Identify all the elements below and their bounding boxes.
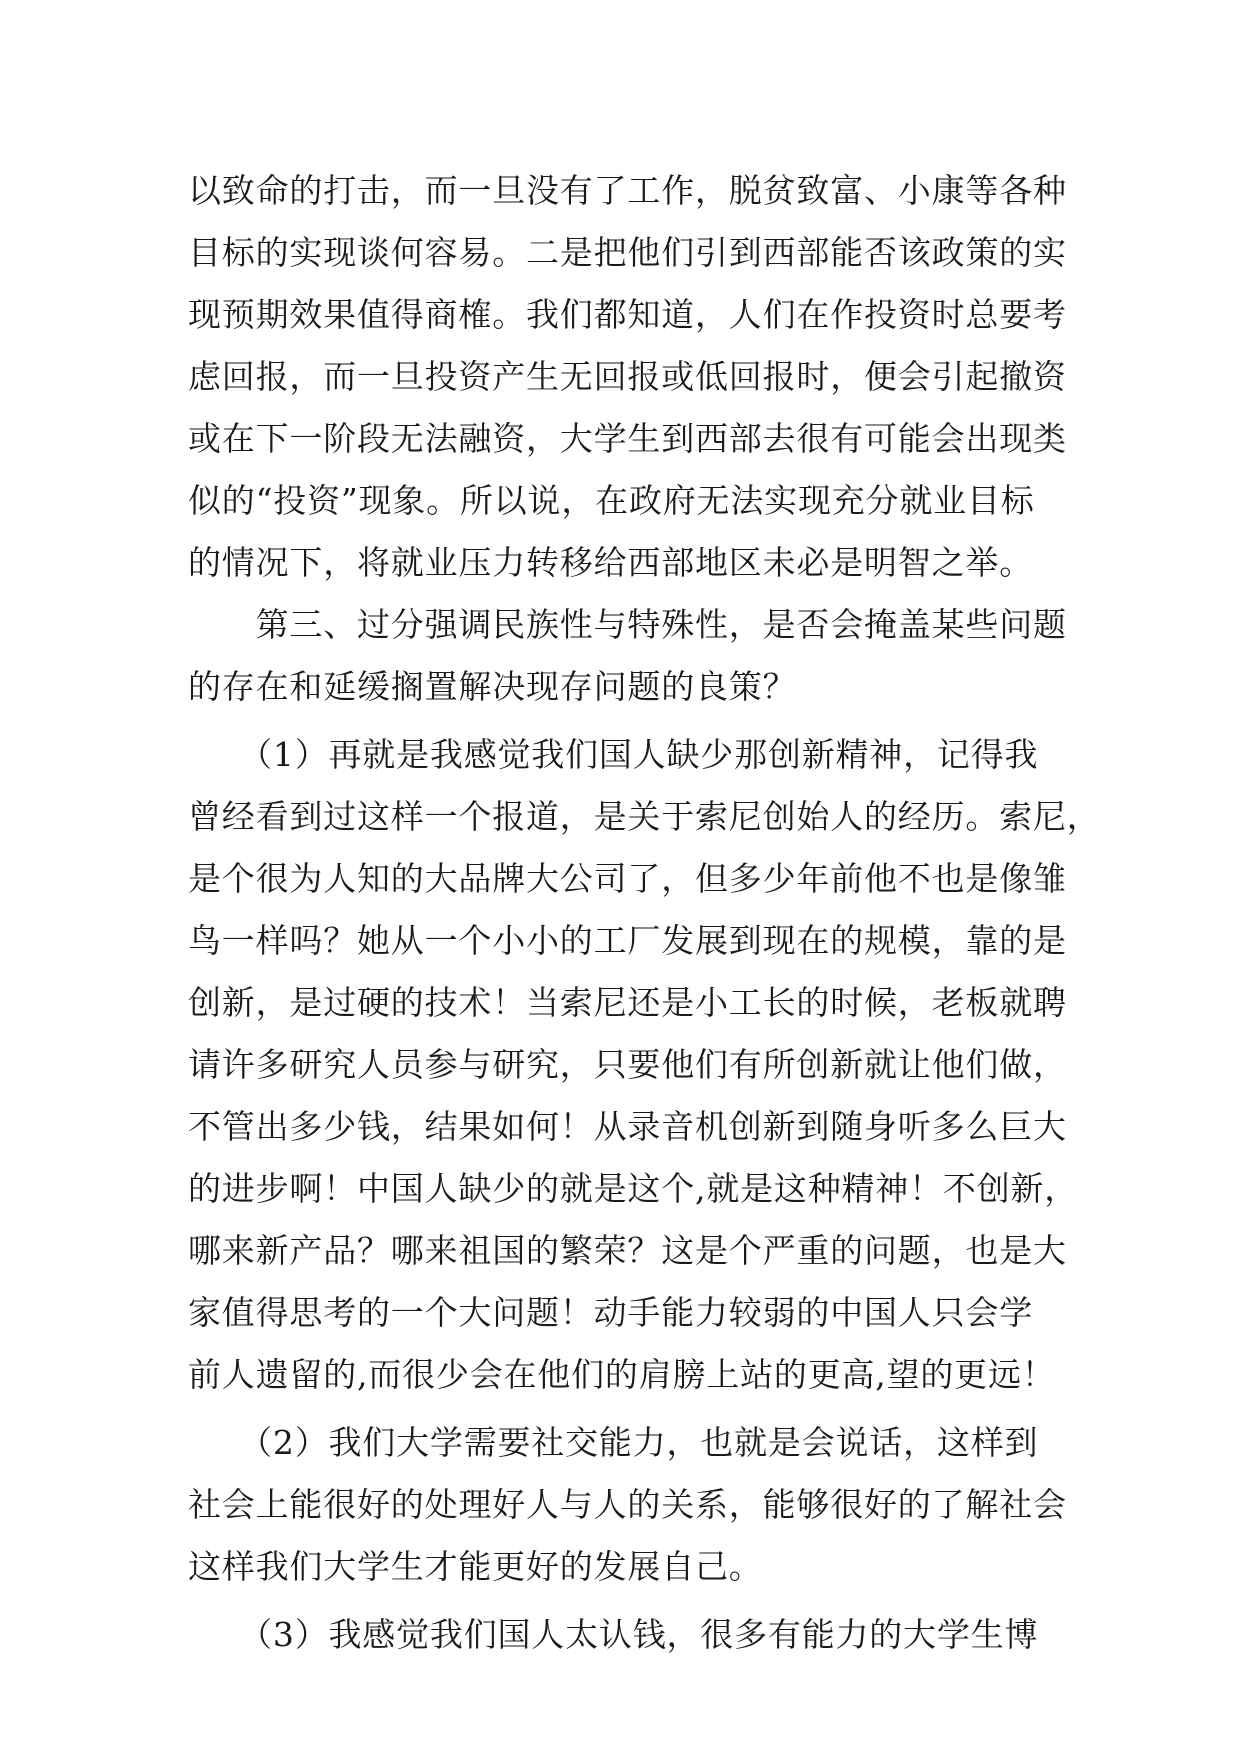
text-line: 社会上能很好的处理好人与人的关系，能够很好的了解社会 [188, 1485, 1067, 1524]
text-line: 的情况下，将就业压力转移给西部地区未必是明智之举。 [188, 543, 1033, 582]
text-line: 家值得思考的一个大问题！动手能力较弱的中国人只会学 [188, 1293, 1033, 1332]
text-line: 前人遗留的,而很少会在他们的肩膀上站的更高,望的更远！ [188, 1355, 1056, 1394]
text-line: 以致命的打击，而一旦没有了工作，脱贫致富、小康等各种 [188, 171, 1067, 210]
text-line: 哪来新产品？哪来祖国的繁荣？这是个严重的问题，也是大 [188, 1231, 1067, 1270]
text-line: 现预期效果值得商榷。我们都知道，人们在作投资时总要考 [188, 295, 1067, 334]
text-line: 创新，是过硬的技术！当索尼还是小工长的时候，老板就聘 [188, 983, 1067, 1022]
text-line: 是个很为人知的大品牌大公司了，但多少年前他不也是像雏 [188, 859, 1067, 898]
text-line: 鸟一样吗？她从一个小小的工厂发展到现在的规模，靠的是 [188, 921, 1067, 960]
text-line: 虑回报，而一旦投资产生无回报或低回报时，便会引起撤资 [188, 357, 1067, 396]
text-line: 请许多研究人员参与研究，只要他们有所创新就让他们做， [188, 1045, 1067, 1084]
text-line: 不管出多少钱，结果如何！从录音机创新到随身听多么巨大 [188, 1107, 1067, 1146]
text-line: （2）我们大学需要社交能力，也就是会说话，这样到 [188, 1423, 1039, 1462]
text-line: 或在下一阶段无法融资，大学生到西部去很有可能会出现类 [188, 419, 1067, 458]
text-line: 第三、过分强调民族性与特殊性，是否会掩盖某些问题 [188, 605, 1067, 644]
text-line: 的进步啊！中国人缺少的就是这个,就是这种精神！不创新， [188, 1169, 1079, 1208]
body-text [188, 160, 1101, 1666]
text-line: 曾经看到过这样一个报道，是关于索尼创始人的经历。索尼， [188, 797, 1101, 836]
text-line: 目标的实现谈何容易。二是把他们引到西部能否该政策的实 [188, 233, 1067, 272]
text-line: （1）再就是我感觉我们国人缺少那创新精神，记得我 [188, 735, 1039, 774]
text-line: 的存在和延缓搁置解决现存问题的良策？ [188, 667, 797, 706]
text-line: 这样我们大学生才能更好的发展自己。 [188, 1547, 763, 1586]
text-line: 似的“投资”现象。所以说，在政府无法实现充分就业目标 [188, 481, 1035, 520]
text-line: （3）我感觉我们国人太认钱，很多有能力的大学生博 [188, 1615, 1039, 1654]
